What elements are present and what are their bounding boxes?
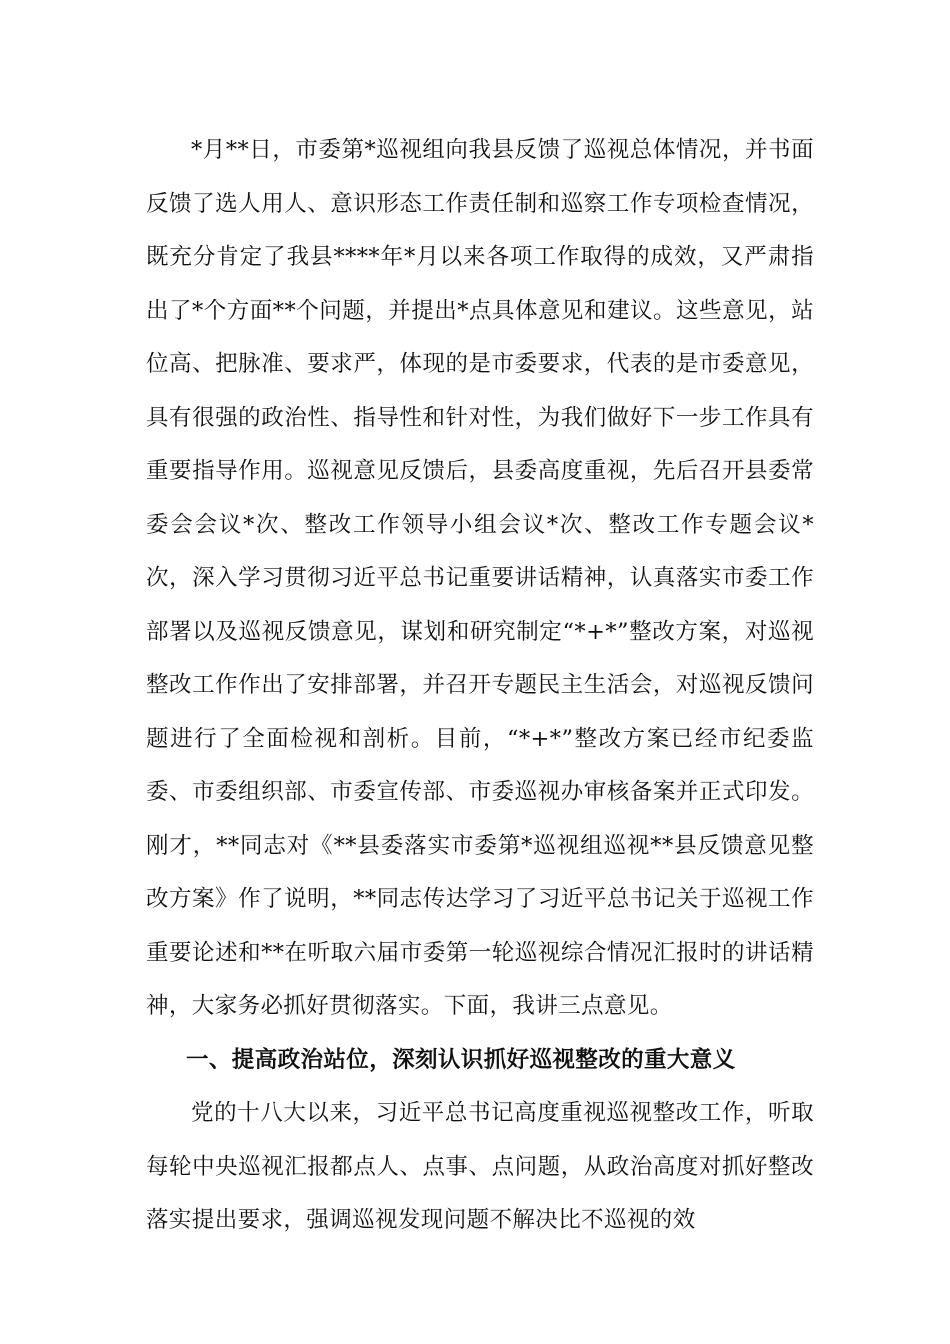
section-heading-1: 一、提高政治站位，深刻认识抓好巡视整改的重大意义 (186, 1046, 736, 1073)
intro-paragraph: *月**日，市委第*巡视组向我县反馈了巡视总体情况，并书面反馈了选人用人、意识形态工作责任制和巡察工作专项检查情况，既充分肯定了我县****年*月以来各项工作取得的成效，又严肃指出了*个方面**个问题，并提出*点具体意见和建议。这些意见，站位高、把脉准、要求严，体现的是市委要求，代表的是市委意见，具有很强的政治性、指导性和针对性，为我们做好下一步工作具有重要指导作用。巡视意见反馈后，县委高度重视，先后召开县委常委会会议*次、整改工作领导小组会议*次、整改工作专题会议*次，深入学习贯彻习近平总书记重要讲话精神，认真落实市委工作部署以及巡视反馈意见，谋划和研究制定“*+*”整改方案，对巡视整改工作作出了安排部署，并召开专题民主生活会，对巡视反馈问题进行了全面检视和剖析。目前，“*+*”整改方案已经市纪委监委、市委组织部、市委宣传部、市委巡视办审核备案并正式印发。刚才，**同志对《**县委落实市委第*巡视组巡视**县反馈意见整改方案》作了说明，**同志传达学习了习近平总书记关于巡视工作重要论述和**在听取六届市委第一轮巡视综合情况汇报时的讲话精神，大家务必抓好贯彻落实。下面，我讲三点意见。 (146, 137, 814, 1019)
section-1-paragraph: 党的十八大以来，习近平总书记高度重视巡视整改工作，听取每轮中央巡视汇报都点人、点事、点问题，从政治高度对抓好整改落实提出要求，强调巡视发现问题不解决比不巡视的效 (146, 1100, 814, 1233)
document-page (146, 124, 814, 1248)
